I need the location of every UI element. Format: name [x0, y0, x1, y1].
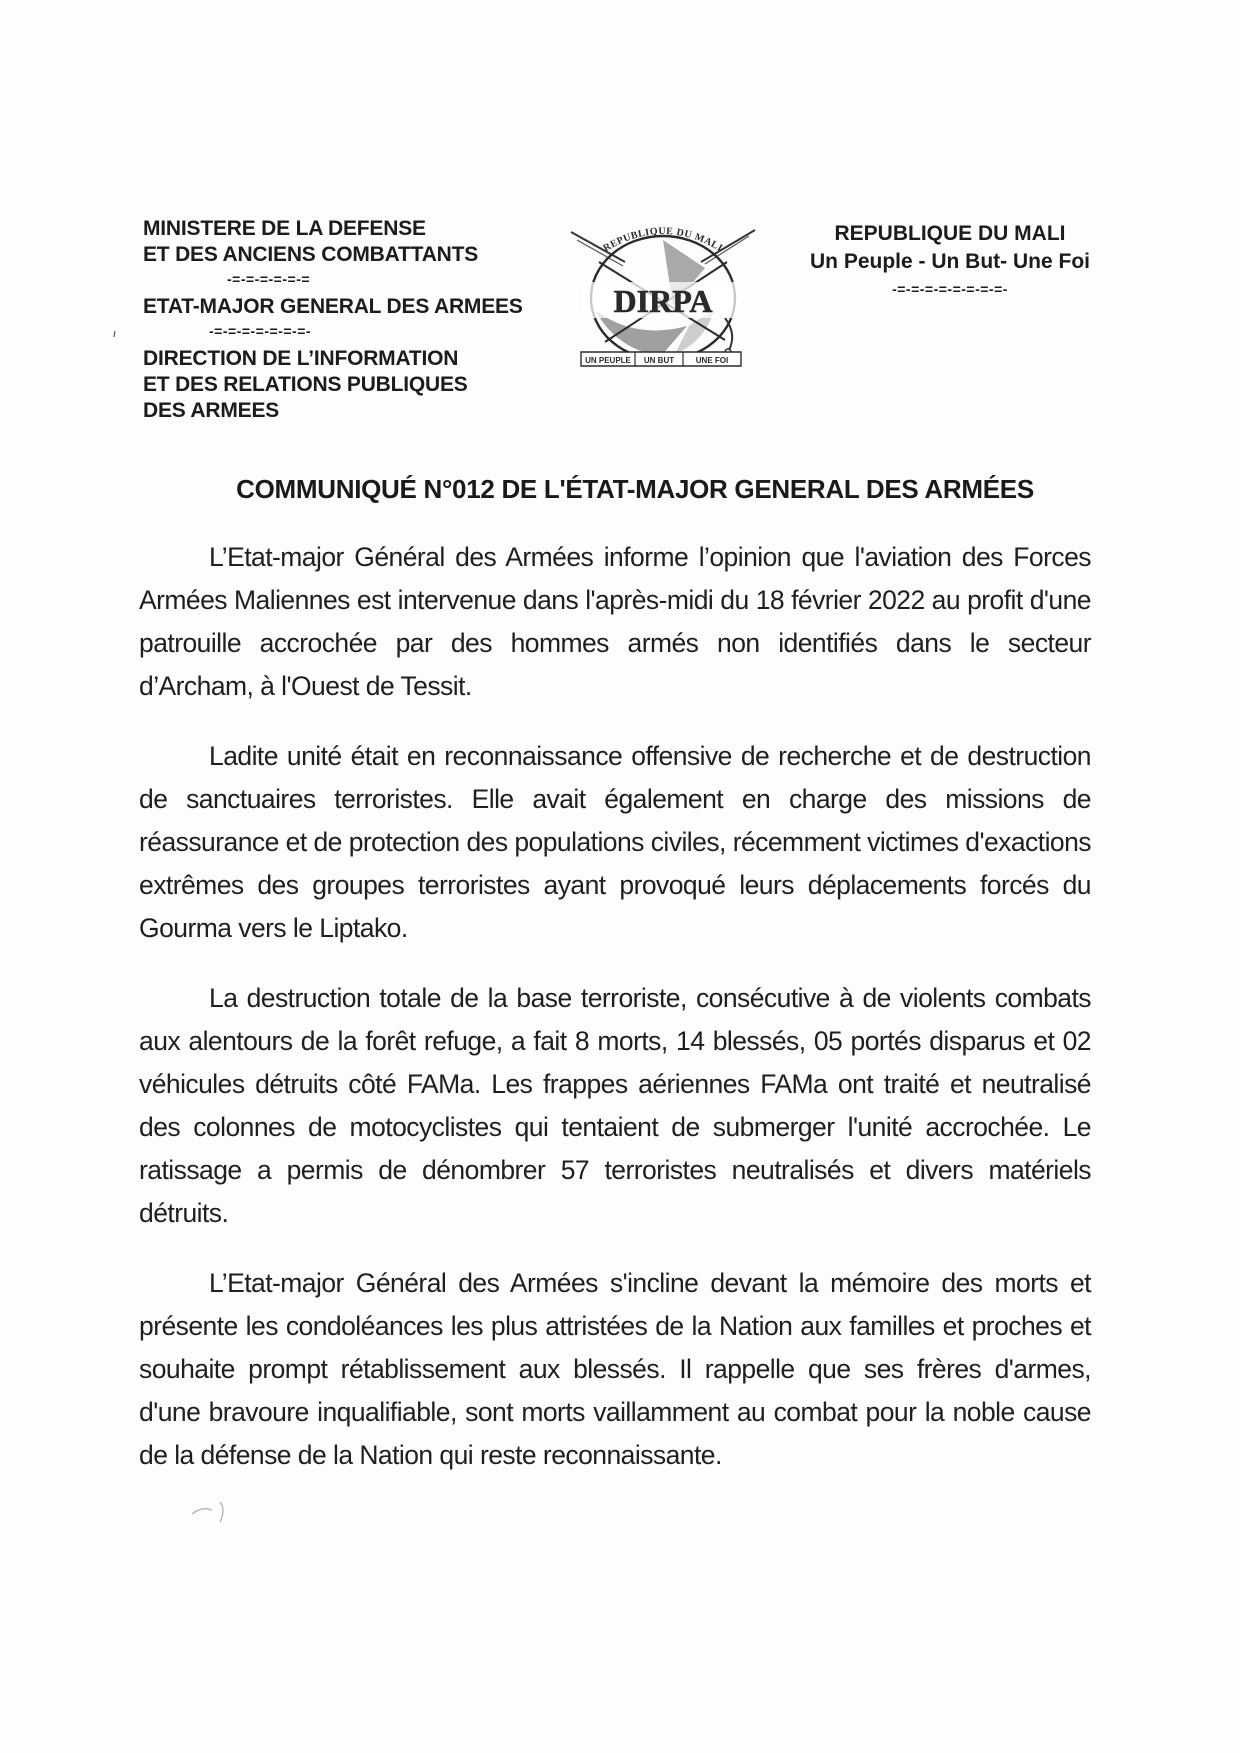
- republic-separator: -=-=-=-=-=-=-=-=-: [892, 281, 1008, 297]
- emblem-banner-3: UNE FOI: [695, 356, 729, 365]
- ministry-line-1: MINISTERE DE LA DEFENSE: [143, 217, 426, 240]
- communique-title: COMMUNIQUÉ N°012 DE L'ÉTAT-MAJOR GENERAL DES ARMÉES: [236, 474, 1034, 504]
- ministry-header: [143, 216, 563, 424]
- dirpa-emblem-icon: [565, 222, 761, 374]
- paragraph-4: L’Etat-major Général des Armées s'incline devant la mémoire des morts et présente les condoléances les plus attristées de la Nation aux familles et proches et souhaite prompt rétablissement aux blessés. Il rappelle que ses frères d'armes, d'une bravoure inqualifiable, sont morts vaillamment au combat pour la noble cause de la défense de la Nation qui reste reconnaissante.: [139, 1268, 1091, 1470]
- ministry-line-4: DIRECTION DE L’INFORMATION: [143, 347, 459, 370]
- emblem-name: DIRPA: [613, 283, 713, 319]
- ministry-line-3: ETAT-MAJOR GENERAL DES ARMEES: [143, 295, 523, 318]
- republic-motto: Un Peuple - Un But- Une Foi: [810, 250, 1090, 273]
- ministry-line-6: DES ARMEES: [143, 399, 280, 422]
- ministry-line-2: ET DES ANCIENS COMBATTANTS: [143, 243, 479, 266]
- paragraph-1: L’Etat-major Général des Armées informe l’opinion que l'aviation des Forces Armées Maliennes est intervenue dans l'après-midi du 18 février 2022 au profit d'une patrouille accrochée par des hommes armés non identifiés dans le secteur d’Archam, à l'Ouest de Tessit.: [139, 542, 1091, 701]
- emblem-banner-1: UN PEUPLE: [585, 356, 631, 365]
- paragraph-2: Ladite unité était en reconnaissance offensive de recherche et de destruction de sanctuaires terroristes. Elle avait également en charge des missions de réassurance et de protection des populations civiles, récemment victimes d'exactions extrêmes des groupes terroristes ayant provoqué leurs déplacements forcés du Gourma vers le Liptako.: [139, 741, 1091, 943]
- paragraph-3: La destruction totale de la base terroriste, consécutive à de violents combats aux alentours de la forêt refuge, a fait 8 morts, 14 blessés, 05 portés disparus et 02 véhicules détruits côté FAMa. Les frappes aériennes FAMa ont traité et neutralisé des colonnes de motocyclistes qui tentaient de submerger l'unité accrochée. Le ratissage a permis de dénombrer 57 terroristes neutralisés et divers matériels détruits.: [139, 983, 1091, 1228]
- republic-name: REPUBLIQUE DU MALI: [834, 222, 1066, 245]
- scan-speck-icon: [112, 330, 118, 338]
- header-separator-2: -=-=-=-=-=-=-=-: [209, 323, 312, 339]
- communique-body: [139, 536, 1091, 1504]
- ministry-line-5: ET DES RELATIONS PUBLIQUES: [143, 373, 468, 396]
- emblem-arc-text: REPUBLIQUE DU MALI: [601, 225, 725, 255]
- republic-header: [800, 220, 1100, 298]
- header-separator-1: -=-=-=-=-=-=: [227, 271, 311, 287]
- pencil-mark-icon: [190, 1498, 230, 1524]
- emblem-banner-2: UN BUT: [643, 356, 675, 365]
